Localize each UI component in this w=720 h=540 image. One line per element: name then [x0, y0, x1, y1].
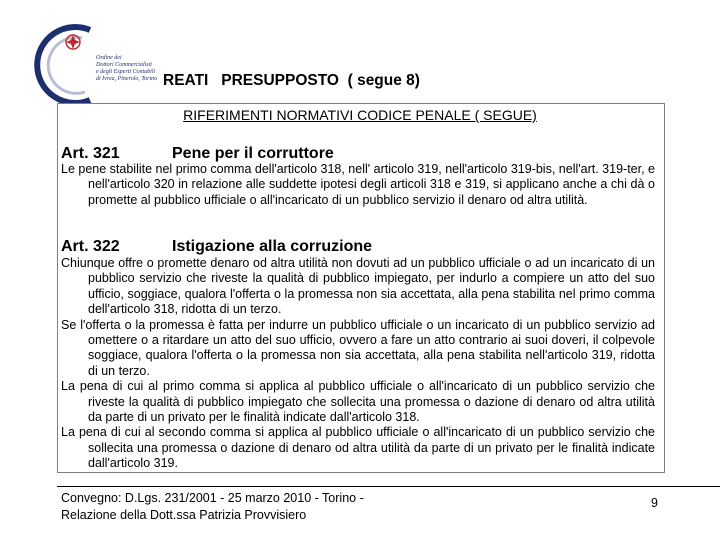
section-heading: RIFERIMENTI NORMATIVI CODICE PENALE ( SEGUE): [183, 107, 537, 123]
article-paragraph: La pena di cui al primo comma si applica al pubblico ufficiale o all'incaricato di un pubblico servizio che riveste la qualità di pubblico impiegato che sollecita una promessa o dazione di denaro od altra utilità da parte di un privato per le finalità indicate dall'articolo 318.: [61, 379, 655, 425]
article-body: [61, 256, 655, 472]
page-number: 9: [651, 496, 658, 510]
article-paragraph: Chiunque offre o promette denaro od altra utilità non dovuti ad un pubblico ufficiale o ad un incaricato di un pubblico servizio che riveste la qualità di pubblico impiegato, per indurlo a compiere un atto del suo ufficio, soggiace, qualora l'offerta o la promessa non sia accettata, alla pena stabilita nel primo comma dell'articolo 318, ridotta di un terzo.: [61, 256, 655, 317]
footer-text: [61, 490, 364, 524]
article-paragraph: Se l'offerta o la promessa è fatta per indurre un pubblico ufficiale o un incaricato di un pubblico servizio ad omettere o a ritardare un atto del suo ufficio, ovvero a fare un atto contrario ai suoi doveri, il colpevole soggiace, qualora l'offerta o la promessa non sia accettata, alla pena stabilita nell'articolo 319, ridotta di un terzo.: [61, 317, 655, 378]
article-paragraph: La pena di cui al secondo comma si applica al pubblico ufficiale o all'incaricato di un pubblico servizio che sollecita una promessa o dazione di denaro od altra utilità da parte di un privato per le finalità indicate dall'articolo 319.: [61, 425, 655, 471]
slide-title: REATI PRESUPPOSTO ( segue 8): [163, 72, 420, 89]
article-number: Art. 321: [61, 145, 120, 162]
logo-line-1: Ordine dei: [96, 55, 122, 61]
logo-line-2: Dottori Commercialisti: [96, 62, 152, 68]
article-title: Pene per il corruttore: [172, 145, 334, 162]
article-body: [61, 162, 655, 208]
article-paragraph: Le pene stabilite nel primo comma dell'articolo 318, nell' articolo 319, nell'articolo 319-bis, nell'art. 319-ter, e nell'articolo 320 in relazione alle suddette ipotesi degli articoli 318 e 319, si applicano anche a chi dà o promette al pubblico ufficiale o all'incaricato di un pubblico servizio il denaro od altra utilità.: [61, 162, 655, 207]
logo-line-3: e degli Esperti Contabili: [96, 69, 156, 75]
logo: [30, 22, 158, 104]
article-number: Art. 322: [61, 238, 120, 255]
footer-line-1: Convegno: D.Lgs. 231/2001 - 25 marzo 2010 - Torino -: [61, 491, 364, 505]
footer-divider: [57, 486, 720, 487]
footer-line-2: Relazione della Dott.ssa Patrizia Provvisiero: [61, 508, 307, 522]
logo-line-4: di Ivrea, Pinerolo, Torino: [96, 76, 158, 82]
article-title: Istigazione alla corruzione: [172, 238, 373, 255]
